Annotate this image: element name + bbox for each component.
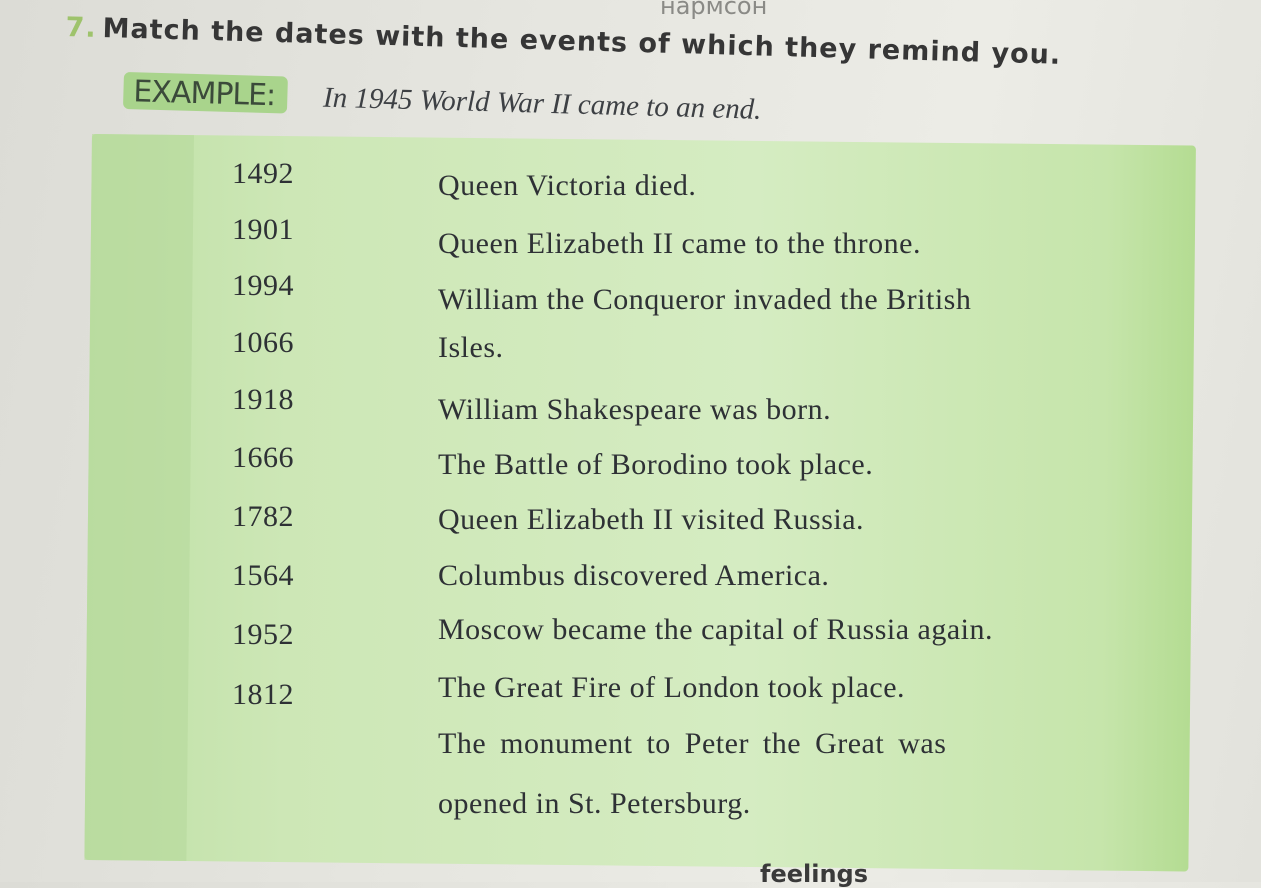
page-header-fragment: нармсон [660,0,768,20]
date-item: 1901 [232,213,294,246]
page-footer-fragment: feelings [760,860,868,888]
example-line [123,72,762,127]
event-line: Isles. [438,331,504,364]
event-line: The Great Fire of London took place. [438,671,906,704]
date-item: 1492 [232,157,294,190]
event-line: Queen Elizabeth II visited Russia. [438,503,865,536]
date-item: 1782 [232,500,294,533]
date-item: 1666 [232,441,294,474]
date-item: 1952 [232,618,294,651]
date-item: 1918 [232,383,294,416]
event-line: Queen Victoria died. [438,169,697,202]
event-line: William the Conqueror invaded the British [438,283,972,316]
event-line: Moscow became the capital of Russia again. [438,613,993,646]
event-line: The monument to Peter the Great was [438,727,947,760]
date-item: 1812 [232,678,294,711]
date-item: 1994 [232,269,294,302]
date-item: 1066 [232,326,294,359]
example-label: EXAMPLE: [123,72,288,114]
example-text: In 1945 World War II came to an end. [322,81,762,126]
task-instruction [65,12,1185,74]
event-line: Columbus discovered America. [438,559,830,592]
event-line: Queen Elizabeth II came to the throne. [438,227,921,260]
task-text: Match the dates with the events of which they remind you. [102,13,1062,71]
event-line: William Shakespeare was born. [438,393,832,426]
date-item: 1564 [232,559,294,592]
event-line: The Battle of Borodino took place. [438,448,874,481]
task-number: 7. [65,12,98,44]
event-line: opened in St. Petersburg. [438,787,751,820]
